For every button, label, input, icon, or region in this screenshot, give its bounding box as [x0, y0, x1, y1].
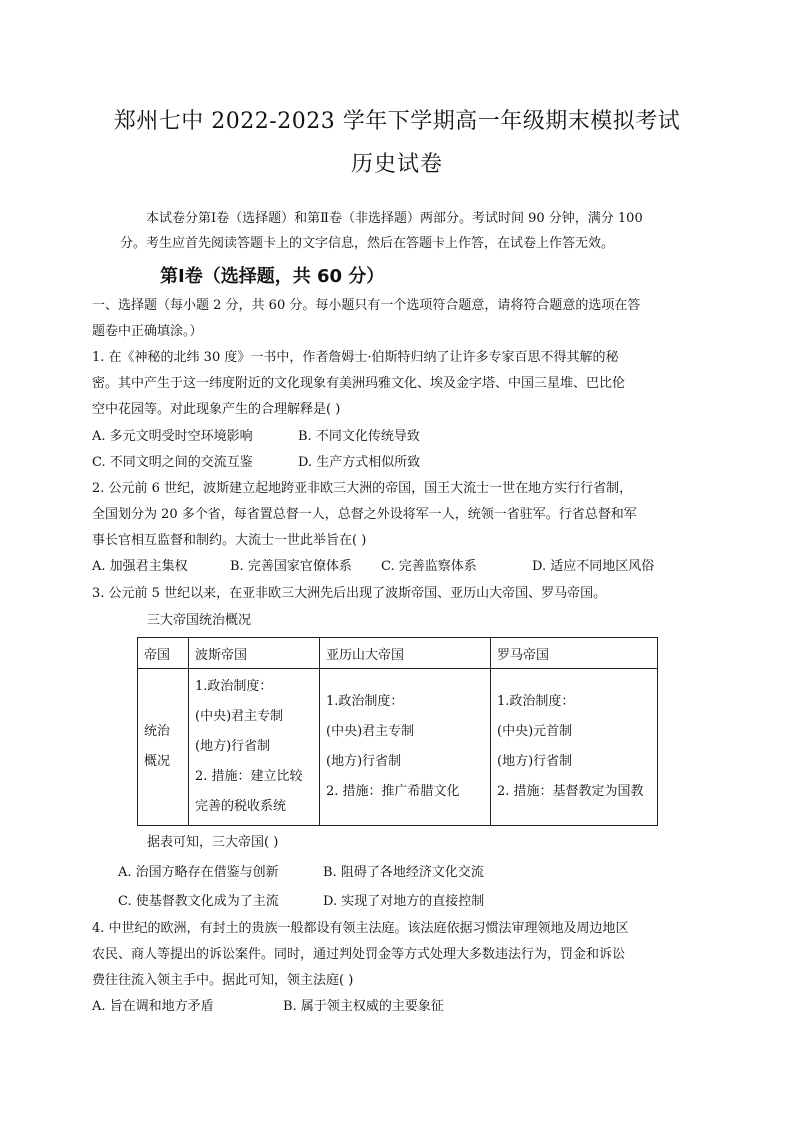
instructions-line-1: 一、选择题（每小题 2 分，共 60 分。每小题只有一个选项符合题意，请将符合题意的选项在答 — [92, 298, 641, 313]
q4-stem-line-3: 费往往流入领主手中。据此可知，领主法庭( ) — [92, 973, 354, 988]
cell-line: 1.政治制度： — [195, 679, 273, 694]
q1-option-d: D. 生产方式相似所致 — [298, 455, 421, 470]
exam-title: 郑州七中 2022-2023 学年下学期高一年级期末模拟考试 — [113, 109, 681, 134]
q1-stem-line-1: 1. 在《神秘的北纬 30 度》一书中，作者詹姆士·伯斯特归纳了让许多专家百思不得其解的秘 — [92, 350, 619, 365]
cell-line: 2. 措施：建立比较 — [195, 769, 303, 784]
q3-option-c: C. 使基督教文化成为了主流 — [118, 894, 279, 909]
cell-line: (地方)行省制 — [326, 754, 402, 769]
q2-option-b: B. 完善国家官僚体系 — [230, 559, 352, 574]
cell-line: 完善的税收系统 — [195, 799, 287, 814]
cell-line: 2. 措施：基督教定为国教 — [497, 784, 644, 799]
intro-line-2: 分。考生应首先阅读答题卡上的文字信息，然后在答题卡上作答，在试卷上作答无效。 — [120, 236, 615, 251]
q2-stem-line-3: 事长官相互监督和制约。大流士一世此举旨在( ) — [92, 533, 367, 548]
table-row — [138, 669, 658, 826]
intro-line-1: 本试卷分第Ⅰ卷（选择题）和第Ⅱ卷（非选择题）两部分。考试时间 90 分钟，满分 100 — [146, 211, 643, 226]
q2-option-d: D. 适应不同地区风俗 — [532, 559, 655, 574]
q3-table-caption: 三大帝国统治概况 — [147, 613, 252, 628]
section-title: 第Ⅰ卷（选择题，共 60 分） — [160, 266, 385, 287]
cell-line: 1.政治制度： — [326, 694, 404, 709]
q3-stem: 3. 公元前 5 世纪以来，在亚非欧三大洲先后出现了波斯帝国、亚历山大帝国、罗马帝国。 — [92, 586, 607, 601]
table-header-cell: 帝国 — [138, 638, 189, 669]
q3-option-b: B. 阻碍了各地经济文化交流 — [323, 865, 484, 880]
cell-line: (地方)行省制 — [497, 754, 573, 769]
exam-subtitle: 历史试卷 — [350, 152, 443, 177]
q2-stem-line-2: 全国划分为 20 多个省，每省置总督一人，总督之外设将军一人，统领一省驻军。行省总督和军 — [92, 507, 637, 522]
cell-line: 2. 措施：推广希腊文化 — [326, 784, 460, 799]
cell-line: (中央)元首制 — [497, 724, 573, 739]
q1-option-c: C. 不同文明之间的交流互鉴 — [92, 455, 253, 470]
cell-line: (中央)君主专制 — [326, 724, 415, 739]
q1-stem-line-2: 密。其中产生于这一纬度附近的文化现象有美洲玛雅文化、埃及金字塔、中国三星堆、巴比伦 — [92, 376, 626, 391]
table-header-cell: 亚历山大帝国 — [320, 638, 491, 669]
table-header-cell: 罗马帝国 — [491, 638, 658, 669]
q4-option-a: A. 旨在调和地方矛盾 — [92, 999, 214, 1014]
table-header-row — [138, 638, 658, 669]
cell-line: 1.政治制度： — [497, 694, 575, 709]
q3-option-a: A. 治国方略存在借鉴与创新 — [118, 865, 279, 880]
q1-option-b: B. 不同文化传统导致 — [298, 429, 420, 444]
cell-line: (中央)君主专制 — [195, 709, 284, 724]
q3-question: 据表可知，三大帝国( ) — [147, 835, 279, 850]
q2-option-a: A. 加强君主集权 — [92, 559, 188, 574]
q4-stem-line-2: 农民、商人等提出的诉讼案件。同时，通过判处罚金等方式处理大多数违法行为，罚金和诉讼 — [92, 947, 626, 962]
q3-option-d: D. 实现了对地方的直接控制 — [323, 894, 485, 909]
table-header-cell: 波斯帝国 — [189, 638, 320, 669]
table-cell-persia — [189, 669, 320, 826]
q1-option-a: A. 多元文明受时空环境影响 — [92, 429, 253, 444]
table-cell-alexander — [320, 669, 491, 826]
q4-option-b: B. 属于领主权威的主要象征 — [283, 999, 444, 1014]
cell-line: (地方)行省制 — [195, 739, 271, 754]
q2-option-c: C. 完善监察体系 — [381, 559, 477, 574]
table-cell-rome — [491, 669, 658, 826]
q1-stem-line-3: 空中花园等。对此现象产生的合理解释是( ) — [92, 402, 341, 417]
row-label-line: 概况 — [144, 754, 171, 769]
q2-stem-line-1: 2. 公元前 6 世纪，波斯建立起地跨亚非欧三大洲的帝国，国王大流士一世在地方实行行省制， — [92, 481, 633, 496]
table-row-label — [138, 669, 189, 826]
empire-table — [137, 637, 658, 826]
row-label-line: 统治 — [144, 724, 171, 739]
instructions-line-2: 题卷中正确填涂。） — [92, 324, 203, 339]
q4-stem-line-1: 4. 中世纪的欧洲，有封土的贵族一般都设有领主法庭。该法庭依据习惯法审理领地及周边地区 — [92, 921, 629, 936]
